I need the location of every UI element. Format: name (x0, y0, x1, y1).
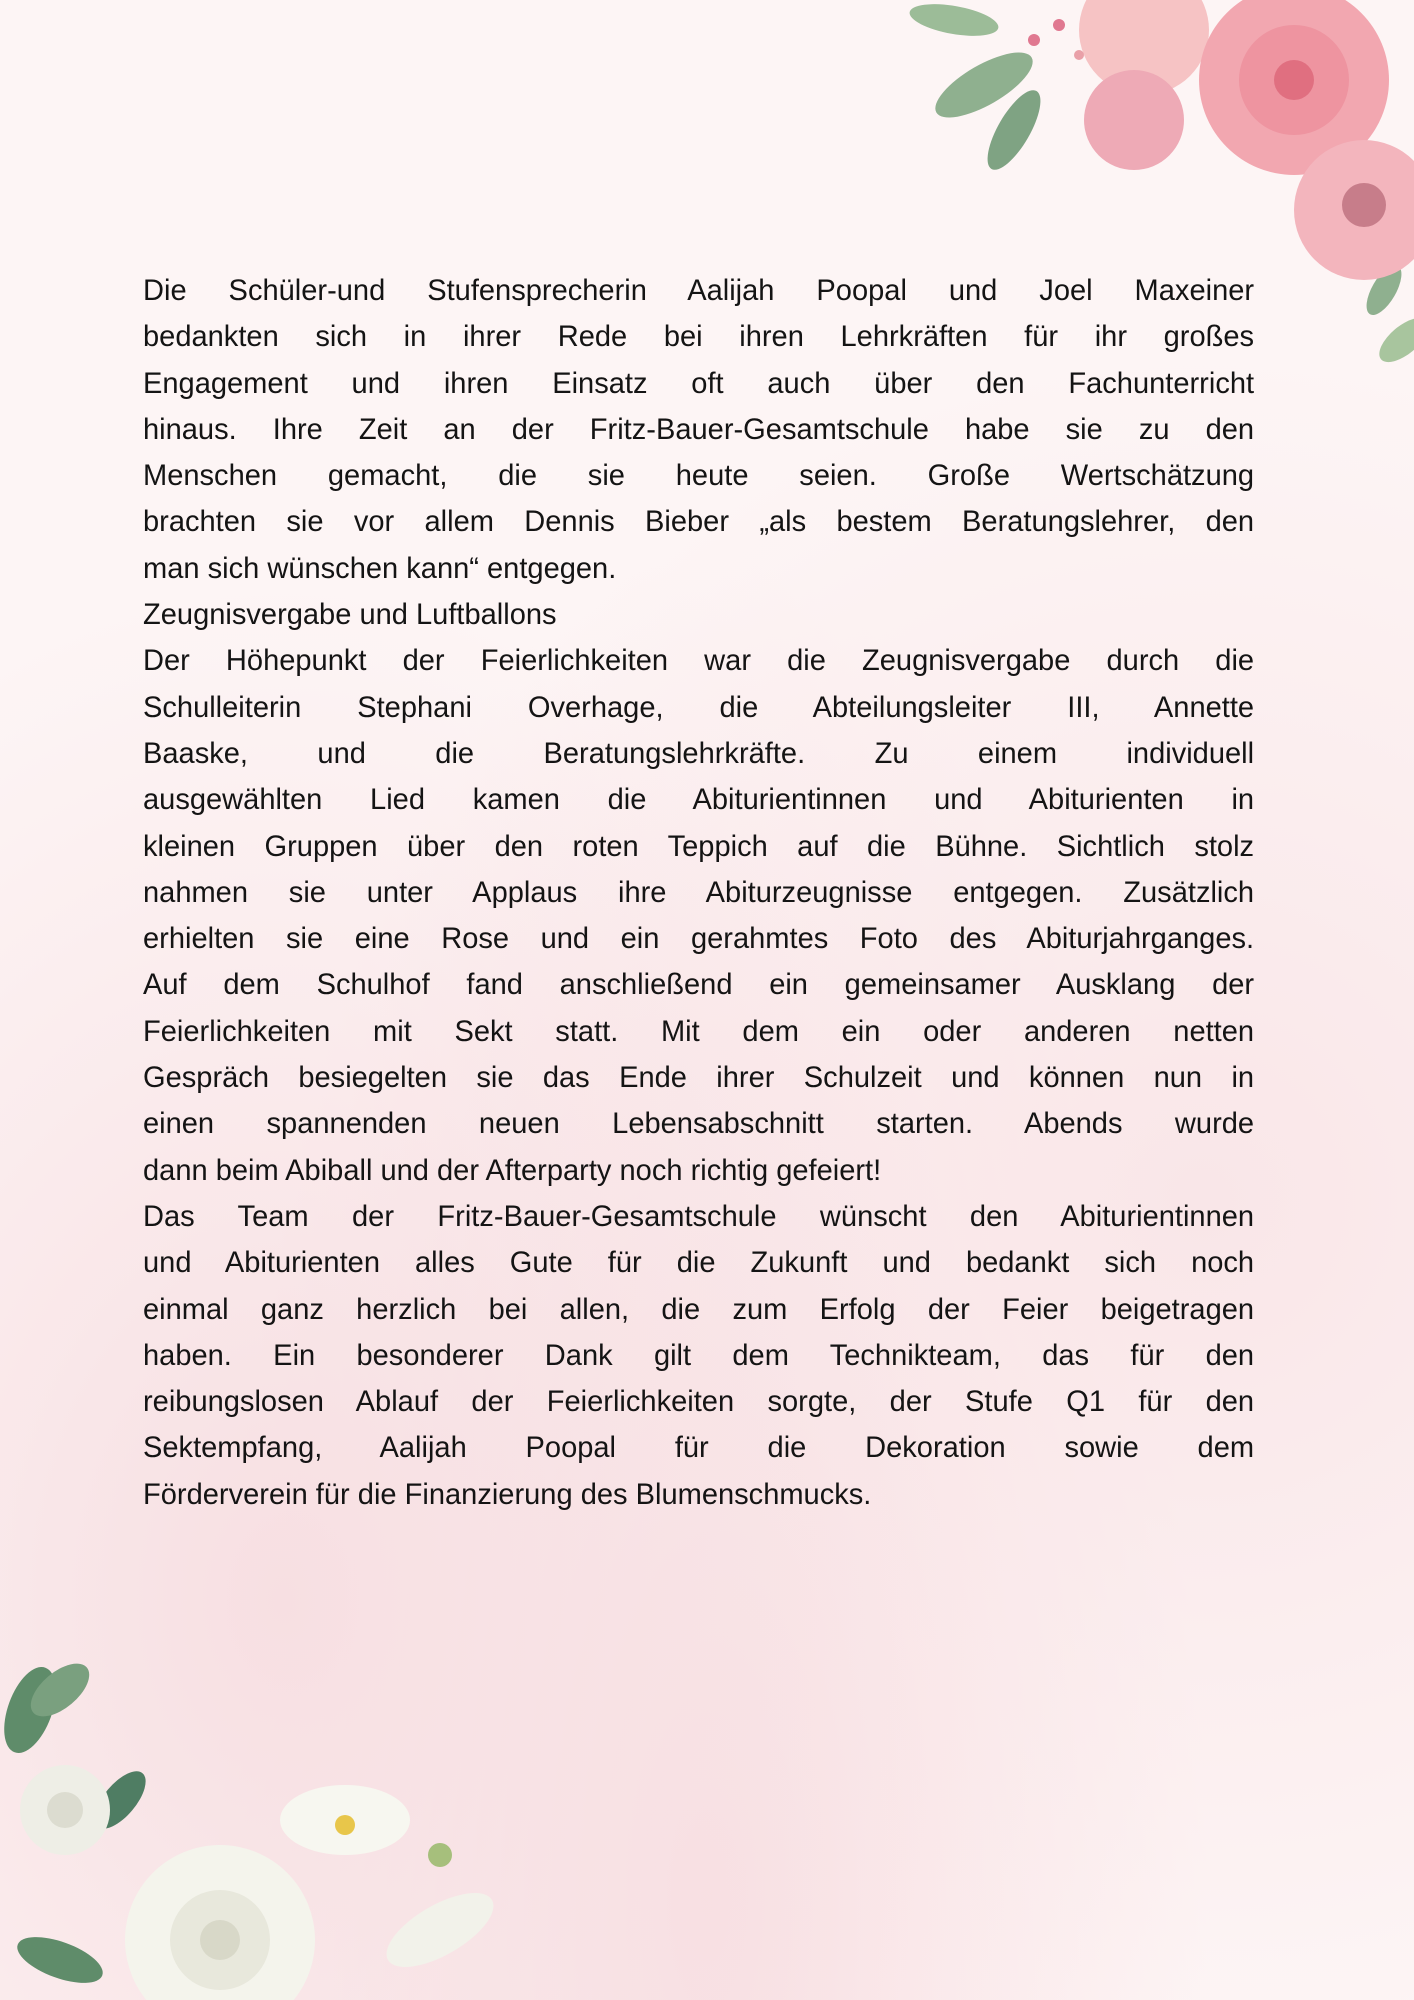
white-roses-decoration-icon (0, 1620, 520, 2000)
text-line: Schulleiterin Stephani Overhage, die Abteilungsleiter III, Annette (143, 690, 1255, 724)
text-line: Auf dem Schulhof fand anschließend ein gemeinsamer Ausklang der (143, 968, 1255, 1002)
text-line: man sich wünschen kann“ entgegen. (143, 551, 617, 585)
paragraph-thanks (143, 268, 1271, 592)
text-line: ausgewählten Lied kamen die Abiturientinnen und Abiturienten in (143, 783, 1255, 817)
text-line: bedankten sich in ihrer Rede bei ihren Lehrkräften für ihr großes (143, 320, 1255, 354)
text-line: hinaus. Ihre Zeit an der Fritz-Bauer-Gesamtschule habe sie zu den (143, 412, 1255, 446)
text-line: Menschen gemacht, die sie heute seien. Große Wertschätzung (143, 459, 1255, 493)
text-line: Das Team der Fritz-Bauer-Gesamtschule wünscht den Abiturientinnen (143, 1199, 1255, 1233)
text-line: einmal ganz herzlich bei allen, die zum Erfolg der Feier beigetragen (143, 1292, 1255, 1326)
text-line: brachten sie vor allem Dennis Bieber „als bestem Beratungslehrer, den (143, 505, 1255, 539)
heading-text: Zeugnisvergabe und Luftballons (143, 598, 557, 632)
text-line: Die Schüler-und Stufensprecherin Aalijah Poopal und Joel Maxeiner (143, 274, 1255, 307)
article-body (143, 268, 1271, 1518)
section-heading (143, 592, 1271, 638)
text-line: Gespräch besiegelten sie das Ende ihrer Schulzeit und können nun in (143, 1061, 1255, 1095)
text-line: nahmen sie unter Applaus ihre Abiturzeugnisse entgegen. Zusätzlich (143, 875, 1255, 909)
paragraph-closing (143, 1194, 1271, 1518)
text-line: kleinen Gruppen über den roten Teppich auf die Bühne. Sichtlich stolz (143, 829, 1255, 863)
text-line: Förderverein für die Finanzierung des Blumenschmucks. (143, 1477, 872, 1511)
text-line: Baaske, und die Beratungslehrkräfte. Zu einem individuell (143, 736, 1255, 770)
text-line: dann beim Abiball und der Afterparty noch richtig gefeiert! (143, 1153, 882, 1187)
text-line: Der Höhepunkt der Feierlichkeiten war die Zeugnisvergabe durch die (143, 644, 1255, 678)
text-line: erhielten sie eine Rose und ein gerahmtes Foto des Abiturjahrganges. (143, 922, 1255, 956)
text-line: reibungslosen Ablauf der Feierlichkeiten sorgte, der Stufe Q1 für den (143, 1385, 1255, 1419)
text-line: Sektempfang, Aalijah Poopal für die Dekoration sowie dem (143, 1431, 1255, 1465)
text-line: und Abiturienten alles Gute für die Zukunft und bedankt sich noch (143, 1246, 1255, 1280)
text-line: einen spannenden neuen Lebensabschnitt starten. Abends wurde (143, 1107, 1255, 1141)
text-line: Feierlichkeiten mit Sekt statt. Mit dem ein oder anderen netten (143, 1014, 1255, 1048)
text-line: haben. Ein besonderer Dank gilt dem Technikteam, das für den (143, 1338, 1255, 1372)
paragraph-ceremony (143, 638, 1271, 1194)
text-line: Engagement und ihren Einsatz oft auch über den Fachunterricht (143, 366, 1255, 400)
